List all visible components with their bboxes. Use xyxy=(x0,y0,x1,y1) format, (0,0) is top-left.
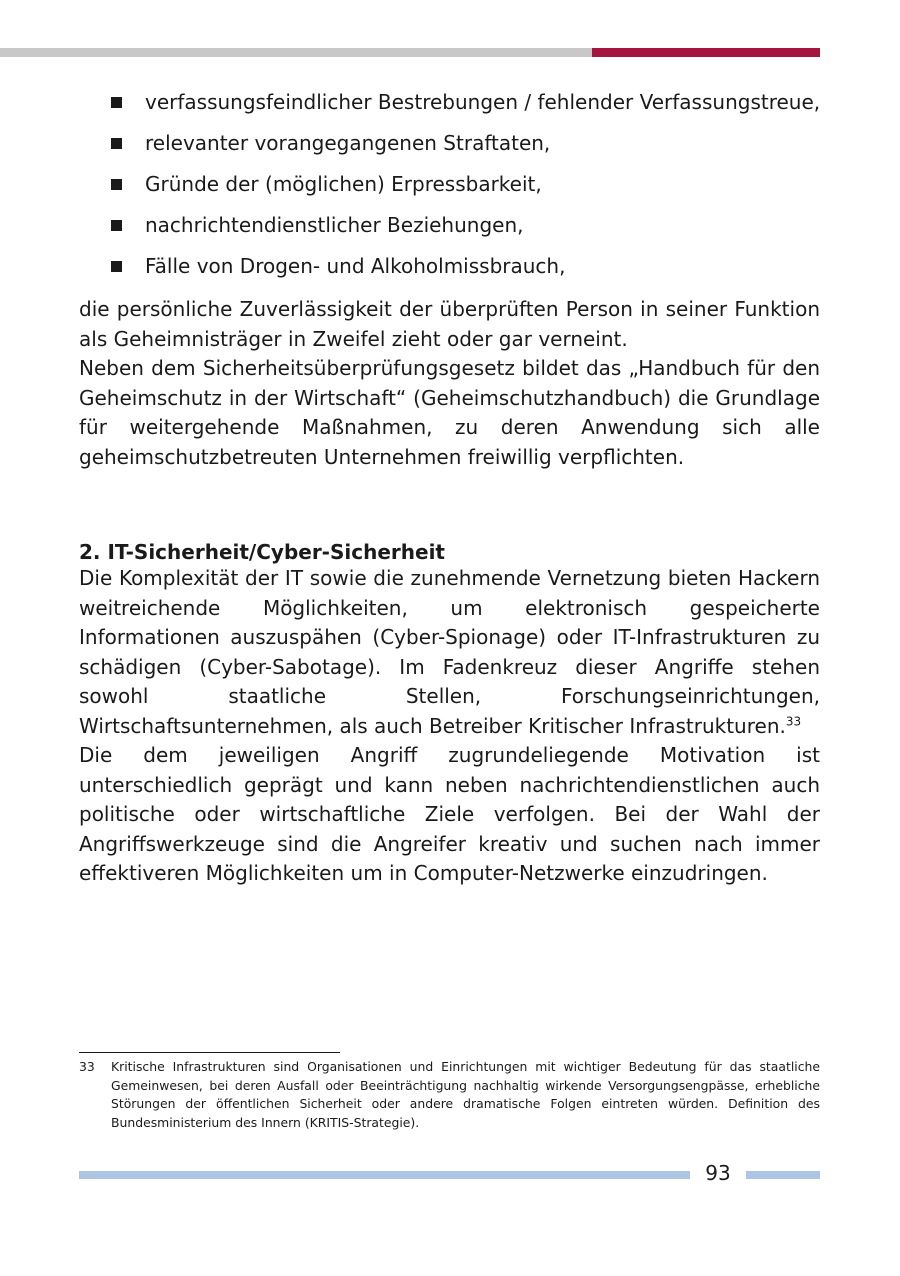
footnote-reference[interactable]: 33 xyxy=(785,713,802,728)
paragraph-complexity xyxy=(79,564,820,741)
page-number: 93 xyxy=(705,1161,731,1185)
criteria-list xyxy=(79,90,820,278)
bullet-square-icon xyxy=(111,220,122,231)
footnote-number: 33 xyxy=(79,1059,95,1074)
bullet-square-icon xyxy=(111,179,122,190)
paragraph-reliability: die persönliche Zuverlässigkeit der überprüften Person in seiner Funktion als Geheimnisträger in Zweifel zieht oder gar verneint. xyxy=(79,297,820,351)
list-item-text: nachrichtendienstlicher Beziehungen, xyxy=(145,213,524,237)
list-item xyxy=(79,90,820,114)
paragraph-handbook: Neben dem Sicherheitsüberprüfungsgesetz bildet das „Handbuch für den Geheimschutz in der Wirtschaft“ (Geheimschutzhandbuch) die Grundlage für weitergehende Maßnahmen, zu deren Anwendung sich alle geheimschutzbetreuten Unternehmen freiwillig verpflichten. xyxy=(79,356,820,469)
list-item xyxy=(79,131,820,155)
footnote-text: Kritische Infrastrukturen sind Organisationen und Einrichtungen mit wichtiger Bedeutung für das staatliche Gemeinwesen, bei deren Ausfall oder Beeinträchtigung nachhaltig wirkende Versorgungsengpässe, erhebliche Störungen der öffentlichen Sicherheit oder andere dramatische Folgen eintreten würden. Definition des Bundesministerium des Innern (KRITIS-Strategie). xyxy=(111,1059,820,1130)
page-body xyxy=(79,90,820,889)
list-item xyxy=(79,213,820,237)
footnote xyxy=(79,1058,820,1132)
list-item-text: verfassungsfeindlicher Bestrebungen / fehlender Verfassungstreue, xyxy=(145,90,821,114)
list-item xyxy=(79,254,820,278)
list-item-text: Fälle von Drogen- und Alkoholmissbrauch, xyxy=(145,254,566,278)
bullet-square-icon xyxy=(111,261,122,272)
footer-rule-left xyxy=(79,1171,690,1179)
header-rule-accent xyxy=(592,48,820,57)
footnote-divider xyxy=(79,1052,340,1053)
paragraph-motivation: Die dem jeweiligen Angriff zugrundeliegende Motivation ist unterschiedlich geprägt und kann neben nachrichtendienstlichen auch politische oder wirtschaftliche Ziele verfolgen. Bei der Wahl der Angriffswerkzeuge sind die Angreifer kreativ und suchen nach immer effektiveren Möglichkeiten um in Computer-Netzwerke einzudringen. xyxy=(79,743,820,885)
footer-rule-right xyxy=(746,1171,820,1179)
list-item xyxy=(79,172,820,196)
section-heading: 2. IT-Sicherheit/Cyber-Sicherheit xyxy=(79,540,445,564)
bullet-square-icon xyxy=(111,138,122,149)
bullet-square-icon xyxy=(111,97,122,108)
paragraph-complexity-text: Die Komplexität der IT sowie die zunehmende Vernetzung bieten Hackern weitreichende Möglichkeiten, um elektronisch gespeicherte Informationen auszuspähen (Cyber-Spionage) oder IT-Infrastrukturen zu schädigen (Cyber-Sabotage). Im Fadenkreuz dieser Angriffe stehen sowohl staatliche Stellen, Forschungseinrichtungen, Wirtschaftsunternehmen, als auch Betreiber Kritischer Infrastrukturen. xyxy=(79,566,820,738)
list-item-text: Gründe der (möglichen) Erpressbarkeit, xyxy=(145,172,542,196)
list-item-text: relevanter vorangegangenen Straftaten, xyxy=(145,131,551,155)
header-rule-grey xyxy=(0,48,592,57)
